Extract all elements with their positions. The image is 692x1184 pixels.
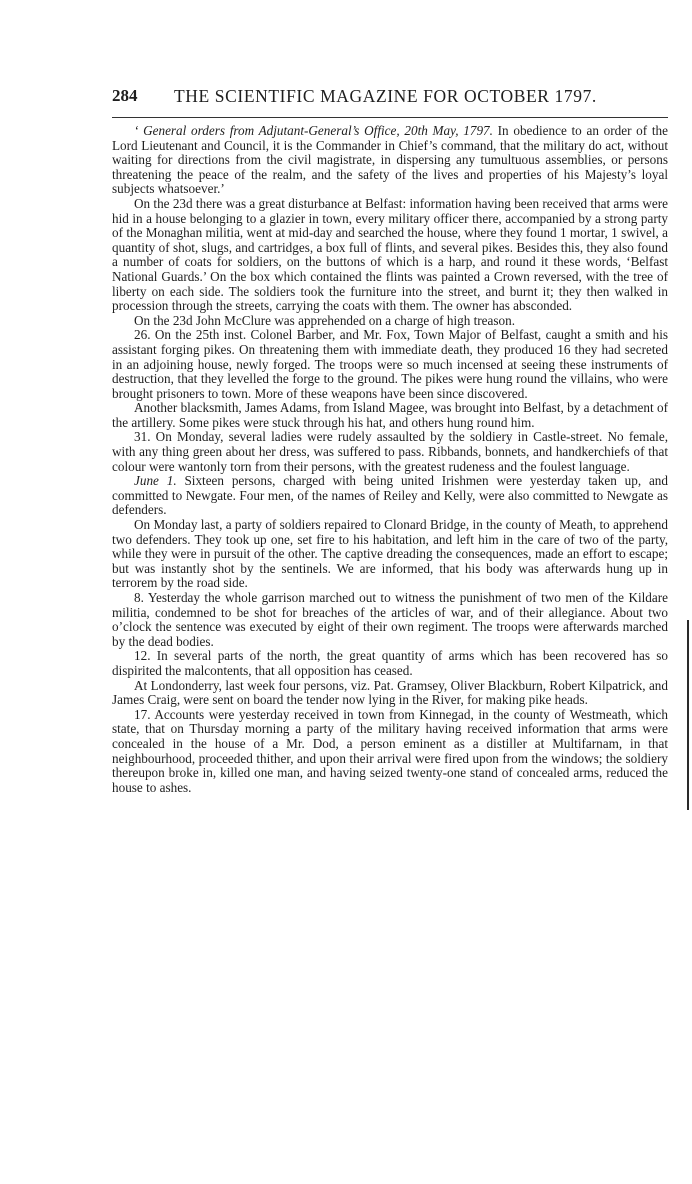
page-number: 284 [112,86,138,105]
paragraph-12 [112,649,668,678]
header-rule [112,117,668,118]
paragraph-text: 12. In several parts of the north, the great quantity of arms which has been recovered has so dispirited the malcontents, that all opposition has ceased. [112,648,668,678]
paragraph-june-1 [112,474,668,518]
article-body [112,124,668,795]
paragraph-text: Sixteen persons, charged with being united Irishmen were yesterday taken up, and committed to Newgate. Four men, of the names of Reiley and Kelly, were also committed to Newgate as defenders. [112,473,668,518]
paragraph-text: 26. On the 25th inst. Colonel Barber, and Mr. Fox, Town Major of Belfast, caught a smith and his assistant forging pikes. On threatening them with immediate death, they produced 16 they had secreted in an adjoining house, newly forged. The troops were so much incensed at seeing these instruments of destruction, that they levelled the forge to the ground. The pikes were hung round the villains, who were brought prisoners to town. More of these weapons have been since discovered. [112,327,668,401]
running-head: THE SCIENTIFIC MAGAZINE FOR OCTOBER 1797. [174,86,597,106]
page-header [112,86,672,110]
paragraph-text: At Londonderry, last week four persons, viz. Pat. Gramsey, Oliver Blackburn, Robert Kilpatrick, and James Craig, were sent on board the tender now lying in the River, for making pike heads. [112,677,668,708]
paragraph-lead: June 1. [134,473,177,489]
paragraph-text: 17. Accounts were yesterday received in town from Kinnegad, in the county of Westmeath, which state, that on Thursday morning a party of the military having received information that arms were concealed in the house of a Mr. Dod, a person eminent as a distiller at Multifarnam, in that neighbourhood, proceeded thither, and upon their arrival were fired upon from the windows; the soldiery thereupon broke in, killed one man, and having seized twenty-one stand of concealed arms, reduced the house to ashes. [112,706,668,795]
paragraph-mcclure [112,314,668,329]
paragraph-text: 8. Yesterday the whole garrison marched out to witness the punishment of two men of the Kildare militia, condemned to be shot for breaches of the articles of war, and of their allegiance. About two o’clock the sentence was executed by eight of their own regiment. The troops were afterwards marched by the dead bodies. [112,590,668,649]
paragraph-text: On Monday last, a party of soldiers repaired to Clonard Bridge, in the county of Meath, to apprehend two defenders. They took up one, set fire to his habitation, and left him in the care of two of the party, while they were in pursuit of the other. The captive dreading the consequences, made an effort to escape; but was instantly shot by the sentinels. We are informed, that his body was afterwards hung up in terrorem by the road side. [112,517,668,591]
paragraph-text: On the 23d there was a great disturbance at Belfast: information having been received that arms were hid in a house belonging to a glazier in town, every military officer there, accompanied by a strong party of the Monaghan militia, went at mid-day and searched the house, where they found 1 mortar, 1 swivel, a quantity of shot, slugs, and cartridges, a box full of flints, and several pikes. Besides this, they also found a number of coats for soldiers, on the buttons of which is a harp, and round it these words, ‘Belfast National Guards.’ On the box which contained the flints was painted a Crown reversed, with the tree of liberty on each side. The soldiers took the furniture into the street, and burnt it; they then walked in procession through the streets, carrying the coats with them. The owner has absconded. [112,195,668,314]
paragraph-clonard-bridge [112,518,668,591]
paragraph-17 [112,708,668,796]
paragraph-8 [112,591,668,649]
paragraph-text: 31. On Monday, several ladies were rudely assaulted by the soldiery in Castle-street. No female, with any thing green about her dress, was suffered to pass. Ribbands, bonnets, and handkerchiefs of that colour were wantonly torn from their persons, with the greatest rudeness and the foulest language. [112,429,668,474]
paragraph-26 [112,328,668,401]
paragraph-text: In obedience to an order of the Lord Lieutenant and Council, it is the Commander in Chief’s command, that the military do act, without waiting for directions from the civil magistrate, in dispersing any tumultuous assemblies, or persons threatening the peace of the realm, and the safety of the lives and properties of his Majesty’s loyal subjects whatsoever.’ [112,123,668,197]
paragraph-londonderry [112,679,668,708]
paragraph-31 [112,430,668,474]
page-edge-shadow [687,620,689,810]
paragraph-belfast-disturbance [112,197,668,314]
paragraph-text: On the 23d John McClure was apprehended on a charge of high treason. [134,312,515,328]
paragraph-general-orders [112,124,668,197]
paragraph-text: Another blacksmith, James Adams, from Island Magee, was brought into Belfast, by a detachment of the artillery. Some pikes were stuck through his hat, and others hung round him. [112,400,668,430]
paragraph-lead: ‘ General orders from Adjutant-General’s Office, 20th May, 1797. [134,123,493,138]
paragraph-adams [112,401,668,430]
